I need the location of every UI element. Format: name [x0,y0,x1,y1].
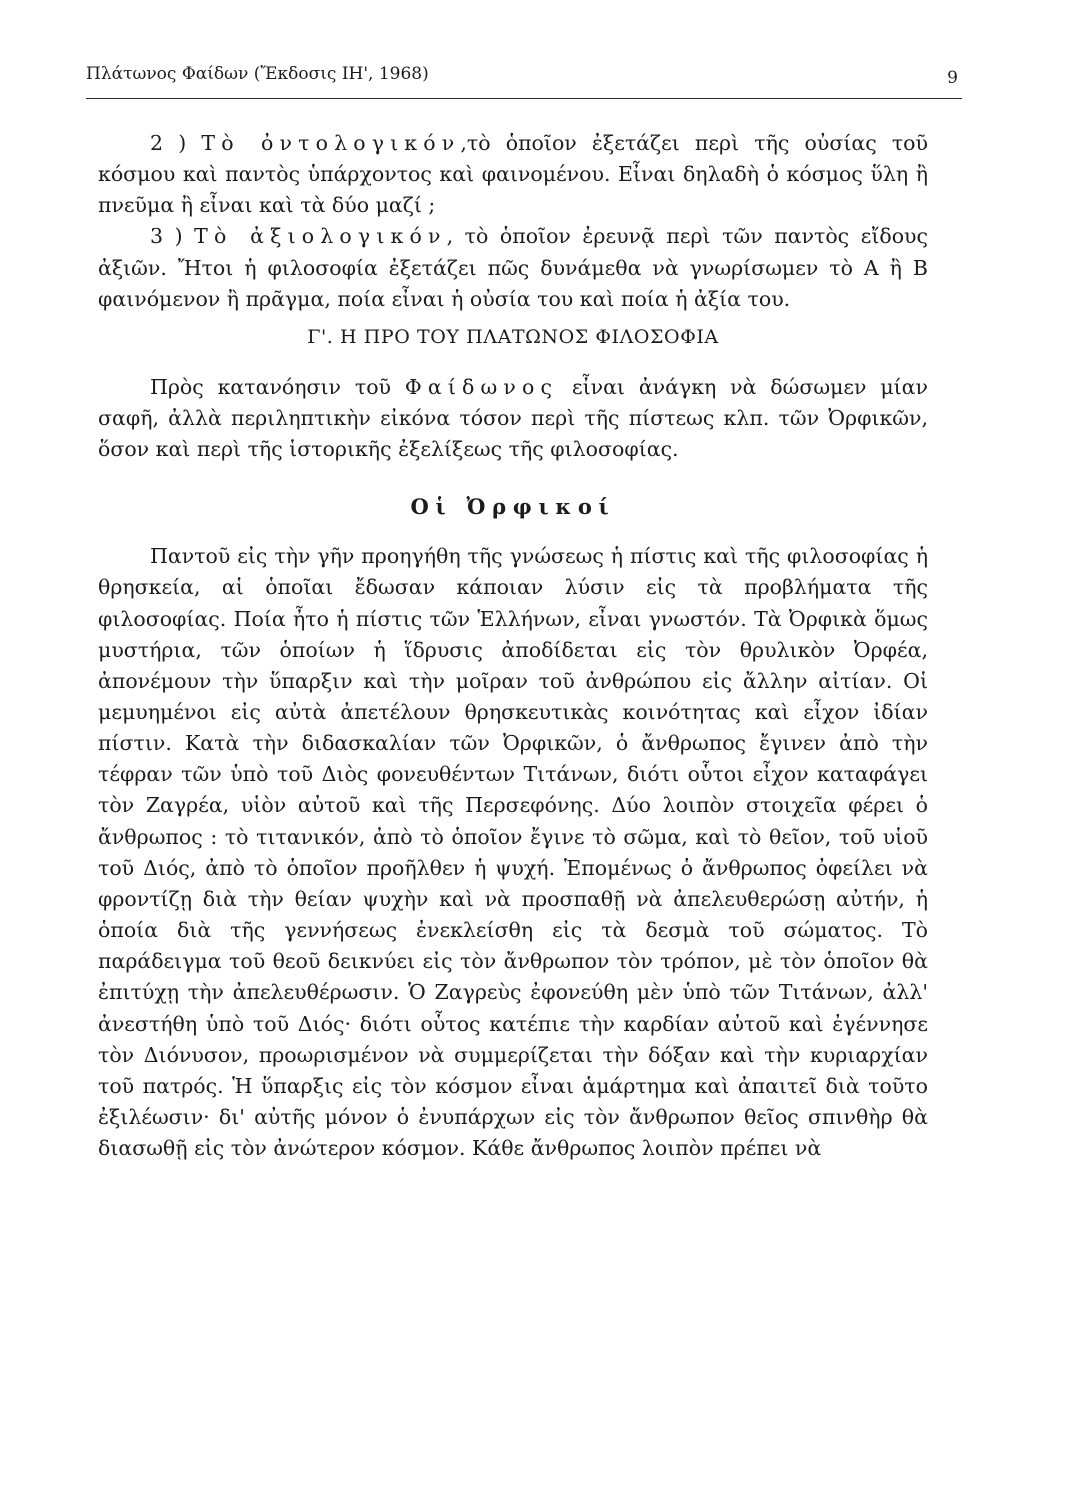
body-text [98,128,928,1164]
list-item-axiological [98,221,928,314]
subheading-orphics: Οἱ Ὀρφικοί [410,494,616,520]
running-title: Πλάτωνος Φαίδων (Ἔκδοσις ΙΗ', 1968) [86,64,429,84]
intro-text-before: Πρὸς κατανόησιν τοῦ [150,374,392,399]
intro-paragraph [98,372,928,465]
intro-text-after: εἶναι ἀνάγκη νὰ δώσωμεν μίαν σαφῆ, ἀλλὰ περιληπτικὴν εἰκόνα τόσον περὶ τῆς πίστεως κλπ. τῶν Ὀρφικῶν, ὅσον καὶ περὶ τῆς ἱστορικῆς ἐξελίξεως τῆς φιλοσοφίας. [98,374,928,462]
item-term: Τὸ ὀντολογικόν [201,131,461,155]
intro-spaced-word: Φαίδωνος [404,374,559,399]
page-header [86,62,962,99]
list-item-ontological [98,128,928,221]
item-number: 2 ) [150,131,187,155]
item-text: , τὸ ὁποῖον ἐρευνᾷ περὶ τῶν παντὸς εἴδους ἀξιῶν. Ἤτοι ἡ φιλοσοφία ἐξετάζει πῶς δυνάμεθα νὰ γνωρίσωμεν τὸ Α ἢ Β φαινόμενον ἢ πρᾶγμα, ποία εἶναι ἡ οὐσία του καὶ ποία ἡ ἀξία του. [98,224,928,311]
page-number: 9 [947,68,958,88]
section-heading: Γ'. Η ΠΡΟ ΤΟΥ ΠΛΑΤΩΝΟΣ ΦΙΛΟΣΟΦΙΑ [307,325,719,348]
main-paragraph: Παντοῦ εἰς τὴν γῆν προηγήθη τῆς γνώσεως ἡ πίστις καὶ τῆς φιλοσοφίας ἡ θρησκεία, αἱ ὁποῖαι ἔδωσαν κάποιαν λύσιν εἰς τὰ προβλήματα τῆς φιλοσοφίας. Ποία ἦτο ἡ πίστις τῶν Ἑλλήνων, εἶναι γνωστόν. Τὰ Ὀρφικὰ ὅμως μυστήρια, τῶν ὁποίων ἡ ἵδρυσις ἀποδίδεται εἰς τὸν θρυλικὸν Ὀρφέα, ἀπονέμουν τὴν ὕπαρξιν καὶ τὴν μοῖραν τοῦ ἀνθρώπου εἰς ἄλλην αἰτίαν. Οἱ μεμυημένοι εἰς αὐτὰ ἀπετέλουν θρησκευτικὰς κοινότητας καὶ εἶχον ἰδίαν πίστιν. Κατὰ τὴν διδασκαλίαν τῶν Ὀρφικῶν, ὁ ἄνθρωπος ἔγινεν ἀπὸ τὴν τέφραν τῶν ὑπὸ τοῦ Διὸς φονευθέντων Τιτάνων, διότι οὗτοι εἶχον καταφάγει τὸν Ζαγρέα, υἱὸν αὐτοῦ καὶ τῆς Περσεφόνης. Δύο λοιπὸν στοιχεῖα φέρει ὁ ἄνθρωπος : τὸ τιτανικόν, ἀπὸ τὸ ὁποῖον ἔγινε τὸ σῶμα, καὶ τὸ θεῖον, τοῦ υἱοῦ τοῦ Διός, ἀπὸ τὸ ὁποῖον προῆλθεν ἡ ψυχή. Ἑπομένως ὁ ἄνθρωπος ὀφείλει νὰ φροντίζῃ διὰ τὴν θείαν ψυχὴν καὶ νὰ προσπαθῇ νὰ ἀπελευθερώσῃ αὐτήν, ἡ ὁποία διὰ τῆς γεννήσεως ἐνεκλείσθη εἰς τὰ δεσμὰ τοῦ σώματος. Τὸ παράδειγμα τοῦ θεοῦ δεικνύει εἰς τὸν ἄνθρωπον τὸν τρόπον, μὲ τὸν ὁποῖον θὰ ἐπιτύχῃ τὴν ἀπελευθέρωσιν. Ὁ Ζαγρεὺς ἐφονεύθη μὲν ὑπὸ τῶν Τιτάνων, ἀλλ' ἀνεστήθη ὑπὸ τοῦ Διός· διότι οὗτος κατέπιε τὴν καρδίαν αὐτοῦ καὶ ἐγέννησε τὸν Διόνυσον, προωρισμένον νὰ συμμερίζεται τὴν δόξαν καὶ τὴν κυριαρχίαν τοῦ πατρός. Ἡ ὕπαρξις εἰς τὸν κόσμον εἶναι ἁμάρτημα καὶ ἀπαιτεῖ διὰ τοῦτο ἐξιλέωσιν· δι' αὐτῆς μόνον ὁ ἐνυπάρχων εἰς τὸν ἄνθρωπον θεῖος σπινθὴρ θὰ διασωθῇ εἰς τὸν ἀνώτερον κόσμον. Κάθε ἄνθρωπος λοιπὸν πρέπει νὰ [98,544,928,1161]
item-number: 3 ) [150,224,183,249]
item-term: Τὸ ἀξιολογικόν [194,224,447,249]
item-text: ,τὸ ὁποῖον ἐξετάζει περὶ τῆς οὐσίας τοῦ κόσμου καὶ παντὸς ὑπάρχοντος καὶ φαινομένου. Εἶναι δηλαδὴ ὁ κόσμος ὕλη ἢ πνεῦμα ἢ εἶναι καὶ τὰ δύο μαζί ; [98,131,928,218]
